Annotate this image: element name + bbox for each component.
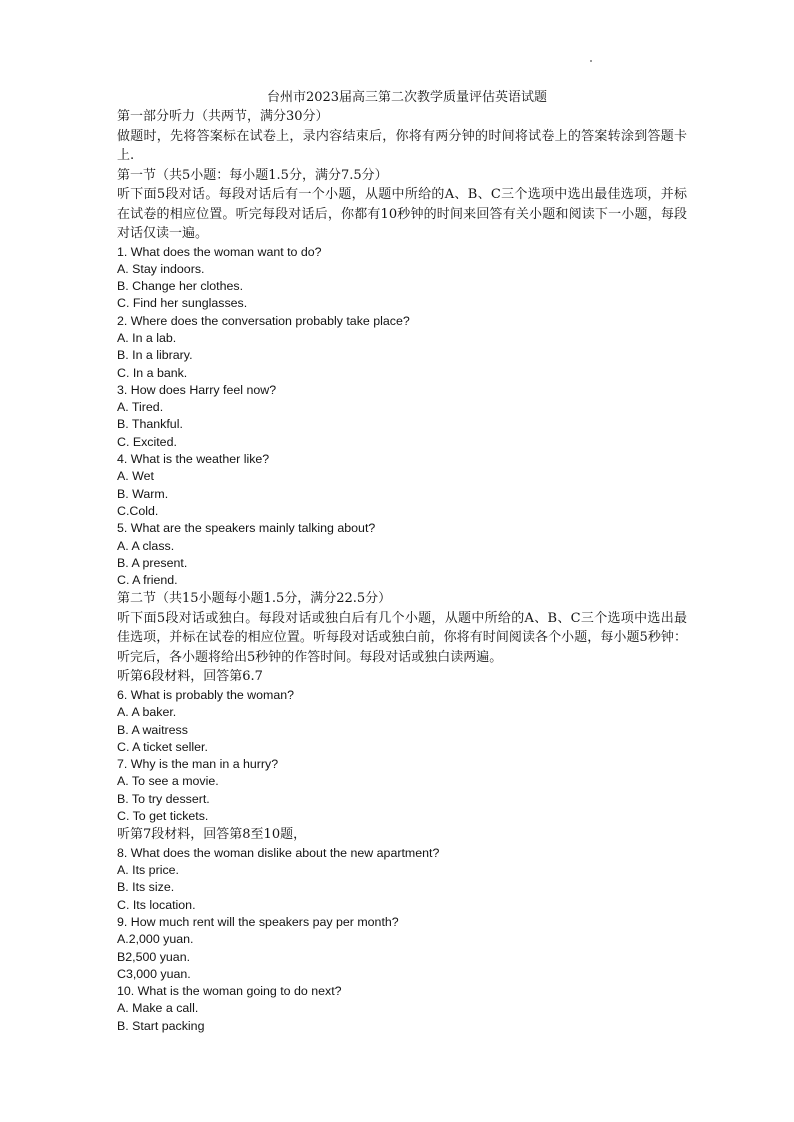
question-4-option-b: B. Warm. <box>117 486 169 501</box>
section1-instructions: 听下面5段对话。每段对话后有一个小题，从题中所给的A、B、C三个选项中选出最佳选项，并标在试卷的相应位置。听完每段对话后，你都有10秒钟的时间来回答有关小题和阅读下一小题，每段对话仅读一遍。 <box>117 187 687 241</box>
question-1-stem: 1. What does the woman want to do? <box>117 244 322 259</box>
question-4-stem: 4. What is the weather like? <box>117 452 270 467</box>
section2-instructions: 听下面5段对话或独白。每段对话或独白后有几个小题，从题中所给的A、B、C三个选项中选出最佳选项，并标在试卷的相应位置。听每段对话或独白前，你将有时间阅读各个小题，每小题5秒钟：听完后，各小题将给出5秒钟的作答时间。每段对话或独白读两遍。 <box>117 610 687 665</box>
question-8-option-b: B. Its size. <box>117 880 175 895</box>
question-6-option-b: B. A waitress <box>117 722 188 737</box>
question-2-option-a: A. In a lab. <box>117 330 177 345</box>
exam-title: 台州市2023届高三第二次教学质量评估英语试题 <box>266 90 548 105</box>
question-3-option-c: C. Excited. <box>117 434 177 449</box>
question-6-option-a: A. A baker. <box>117 705 177 720</box>
question-2-option-b: B. In a library. <box>117 348 193 363</box>
question-7-option-b: B. To try dessert. <box>117 791 210 806</box>
question-5-stem: 5. What are the speakers mainly talking about? <box>117 521 376 536</box>
question-3-stem: 3. How does Harry feel now? <box>117 382 277 397</box>
question-5-option-c: C. A friend. <box>117 573 178 588</box>
question-6-option-c: C. A ticket seller. <box>117 739 208 754</box>
question-4-option-a: A. Wet <box>117 469 154 484</box>
question-7-option-a: A. To see a movie. <box>117 774 219 789</box>
question-8-stem: 8. What does the woman dislike about the new apartment? <box>117 845 440 860</box>
question-7-option-c: C. To get tickets. <box>117 809 209 824</box>
question-9-option-a: A.2,000 yuan. <box>117 932 194 947</box>
scan-speck <box>590 60 592 62</box>
question-4-option-c: C.Cold. <box>117 503 159 518</box>
question-7-stem: 7. Why is the man in a hurry? <box>117 757 279 772</box>
question-5-option-b: B. A present. <box>117 555 188 570</box>
question-9-option-b: B2,500 yuan. <box>117 949 191 964</box>
question-3-option-b: B. Thankful. <box>117 417 183 432</box>
part1-heading: 第一部分听力（共两节，满分30分） <box>117 109 329 124</box>
question-6-stem: 6. What is probably the woman? <box>117 687 295 702</box>
question-9-stem: 9. How much rent will the speakers pay per month? <box>117 915 399 929</box>
section1-heading: 第一节（共5小题：每小题1.5分，满分7.5分） <box>117 167 388 183</box>
part1-instructions: 做题时，先将答案标在试卷上，录内容结束后，你将有两分钟的时间将试卷上的答案转涂到答题卡上. <box>117 128 687 163</box>
question-10-stem: 10. What is the woman going to do next? <box>117 984 342 999</box>
question-1-option-c: C. Find her sunglasses. <box>117 296 248 311</box>
question-5-option-a: A. A class. <box>117 538 175 553</box>
question-10-option-b: B. Start packing <box>117 1018 205 1033</box>
material-6-note: 听第6段材料，回答第6.7 <box>117 669 263 685</box>
exam-page <box>117 88 687 1035</box>
question-2-stem: 2. Where does the conversation probably take place? <box>117 313 410 328</box>
question-3-option-a: A. Tired. <box>117 400 164 415</box>
question-1-option-a: A. Stay indoors. <box>117 261 205 276</box>
question-2-option-c: C. In a bank. <box>117 365 188 380</box>
question-8-option-c: C. Its location. <box>117 897 196 912</box>
section2-heading: 第二节（共15小题每小题1.5分，满分22.5分） <box>117 591 392 607</box>
question-8-option-a: A. Its price. <box>117 863 179 878</box>
question-1-option-b: B. Change her clothes. <box>117 279 244 294</box>
question-9-option-c: C3,000 yuan. <box>117 966 191 981</box>
question-10-option-a: A. Make a call. <box>117 1001 199 1016</box>
material-7-note: 听第7段材料，回答第8至10题， <box>117 827 307 843</box>
